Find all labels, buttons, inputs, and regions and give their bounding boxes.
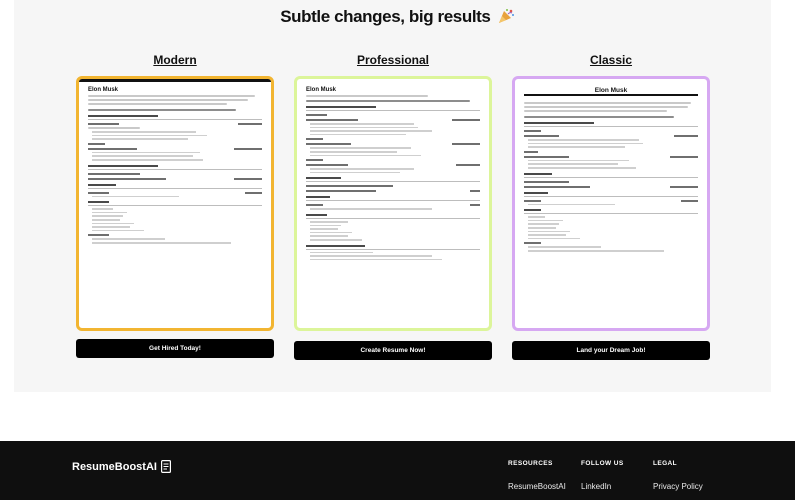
page-headline [0, 7, 795, 27]
land-dream-job-button[interactable]: Land your Dream Job! [512, 341, 710, 360]
footer-heading-legal: LEGAL [653, 460, 678, 467]
template-title-modern[interactable]: Modern [153, 53, 197, 67]
resume-name: Elon Musk [88, 87, 119, 93]
party-popper-icon [497, 8, 515, 24]
footer-link-privacy-policy[interactable]: Privacy Policy [653, 482, 703, 491]
footer-column-resources [508, 460, 566, 491]
resume-preview-professional[interactable] [294, 76, 492, 331]
footer-column-legal [653, 460, 703, 491]
create-resume-button[interactable]: Create Resume Now! [294, 341, 492, 360]
get-hired-button[interactable]: Get Hired Today! [76, 339, 274, 358]
template-title-classic[interactable]: Classic [589, 53, 633, 67]
footer-heading-follow-us: FOLLOW US [581, 460, 624, 467]
headline-text: Subtle changes, big results [280, 7, 491, 26]
resume-preview-classic[interactable] [512, 76, 710, 331]
brand-name: ResumeBoostAI [72, 460, 157, 473]
footer-link-resumeboostai[interactable]: ResumeBoostAI [508, 482, 566, 491]
site-footer [0, 441, 795, 500]
footer-brand[interactable] [72, 460, 171, 473]
footer-column-follow-us [581, 460, 624, 491]
template-title-professional[interactable]: Professional [356, 53, 430, 67]
footer-link-linkedin[interactable]: LinkedIn [581, 482, 612, 491]
document-icon [161, 460, 171, 473]
resume-name: Elon Musk [306, 87, 337, 93]
footer-heading-resources: RESOURCES [508, 460, 553, 467]
resume-preview-modern[interactable] [76, 76, 274, 331]
resume-name: Elon Musk [594, 87, 628, 94]
